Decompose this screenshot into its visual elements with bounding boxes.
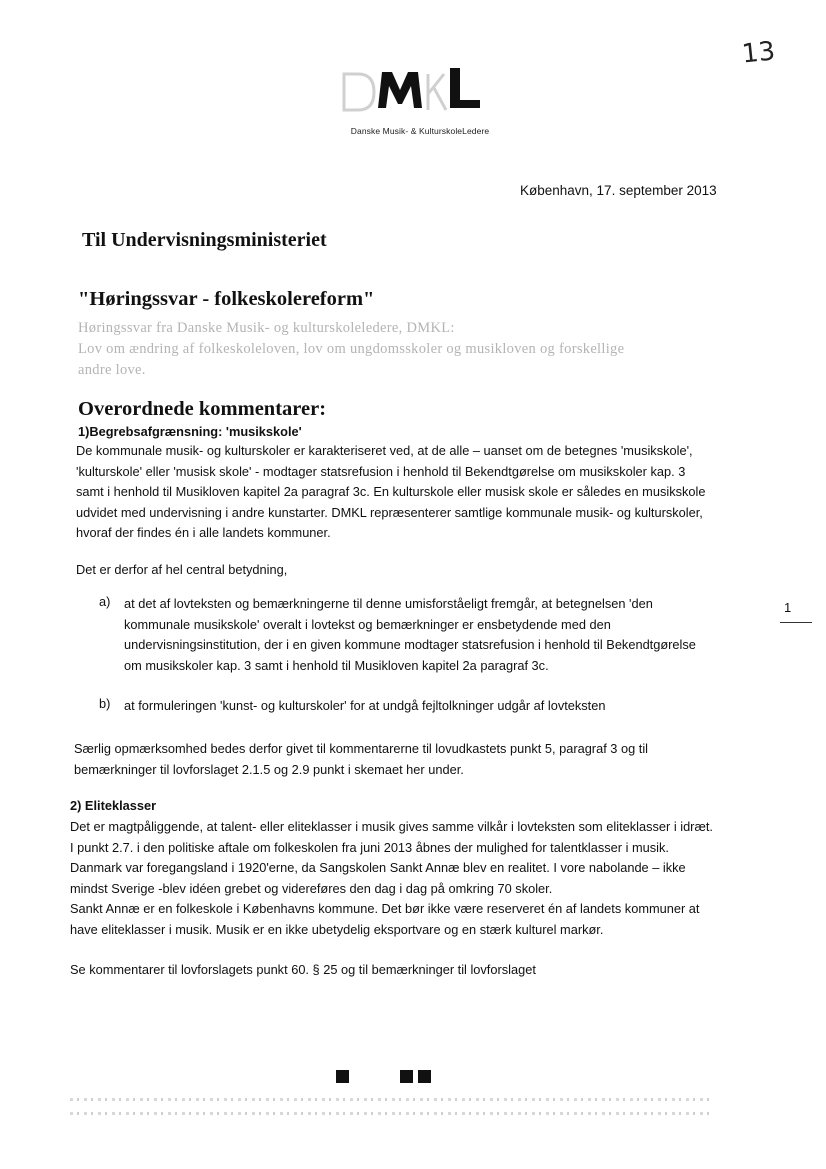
list-item-line: kommunale musikskole' overalt i lovtekst og bemærkninger er ensbetydende med den bbox=[124, 616, 611, 632]
paragraph-line: mindst Sverige -blev idéen grebet og videreføres den dag i dag på omkring 70 skoler. bbox=[70, 880, 553, 896]
footer-faded-line bbox=[70, 1112, 710, 1115]
list-item-a bbox=[124, 594, 764, 676]
paragraph-line: have eliteklasser i musik. Musik er en ikke ubetydelig eksportvare og en stærk kulturel markør. bbox=[70, 921, 604, 937]
handwritten-page-mark: 13 bbox=[740, 36, 777, 70]
section1-closing bbox=[74, 739, 774, 780]
list-item-b bbox=[124, 696, 764, 717]
paragraph-line: hvoraf der findes én i alle landets kommuner. bbox=[76, 525, 331, 540]
recipient-heading: Til Undervisningsministeriet bbox=[82, 229, 327, 251]
section2-closing: Se kommentarer til lovforslagets punkt 60. § 25 og til bemærkninger til lovforslaget bbox=[70, 962, 536, 977]
paragraph-line: Særlig opmærksomhed bedes derfor givet til kommentarerne til lovudkastets punkt 5, paragraf 3 og til bbox=[74, 741, 649, 756]
footer-square bbox=[400, 1070, 413, 1083]
footer-square bbox=[418, 1070, 431, 1083]
list-item-line: undervisningsinstitution, der i en given kommune modtager statsrefusion i henhold til Bekendtgørelse bbox=[124, 637, 696, 652]
margin-page-number: 1 bbox=[784, 600, 792, 615]
faded-subtitle-line: Lov om ændring af folkeskoleloven, lov om ungdomsskoler og musikloven og forskellige bbox=[78, 341, 625, 357]
paragraph-line: I punkt 2.7. i den politiske aftale om folkeskolen fra juni 2013 åbnes der mulighed for talentklasser i musik. bbox=[70, 839, 669, 855]
list-item-line: at det af lovteksten og bemærkningerne til denne umisforståeligt fremgår, at betegnelsen 'den bbox=[124, 596, 653, 611]
paragraph-line: De kommunale musik- og kulturskoler er karakteriseret ved, at de alle – uanset om de betegnes 'musikskole', bbox=[76, 443, 693, 458]
paragraph-line: samt i henhold til Musikloven kapitel 2a paragraf 3c. En kulturskole eller musisk skole er således en musikskole bbox=[76, 484, 706, 499]
paragraph-line: Danmark var foregangsland i 1920'erne, da Sangskolen Sankt Annæ blev en realitet. I vore nabolande – ikke bbox=[70, 860, 686, 875]
section1-heading: 1)Begrebsafgrænsning: 'musikskole' bbox=[78, 424, 302, 439]
section1-intro: Det er derfor af hel central betydning, bbox=[76, 562, 288, 577]
paragraph-line: Sankt Annæ er en folkeskole i Københavns kommune. Det bør ikke være reserveret én af landets kommuner at bbox=[70, 901, 700, 916]
list-item-line: om musikskoler kap. 3 samt i henhold til Musikloven kapitel 2a paragraf 3c. bbox=[124, 657, 549, 673]
faded-subtitle bbox=[78, 318, 768, 381]
paragraph-line: bemærkninger til lovforslaget 2.1.5 og 2.9 punkt i skemaet her under. bbox=[74, 761, 464, 777]
list-item-line: at formuleringen 'kunst- og kulturskoler' for at undgå fejltolkninger udgår af lovteksten bbox=[124, 698, 606, 713]
list-item-letter: a) bbox=[99, 594, 111, 609]
section2-heading: 2) Eliteklasser bbox=[70, 798, 157, 813]
document-title: "Høringssvar - folkeskolereform" bbox=[78, 288, 375, 310]
logo-subtitle: Danske Musik- & KulturskoleLedere bbox=[350, 126, 490, 136]
faded-subtitle-line: andre love. bbox=[78, 362, 146, 378]
paragraph-line: 'kulturskole' eller 'musisk skole' - modtager statsrefusion i henhold til Bekendtgørelse om musikskoler kap. 3 bbox=[76, 463, 686, 479]
margin-rule bbox=[780, 622, 812, 623]
date-line: København, 17. september 2013 bbox=[520, 183, 717, 198]
paragraph-line: udvidet med undervisning i andre kunstarter. DMKL repræsenterer samtlige kommunale musik- og kulturskoler, bbox=[76, 504, 703, 520]
list-item-letter: b) bbox=[99, 696, 111, 711]
footer-faded-line bbox=[70, 1098, 710, 1101]
section1-paragraph bbox=[76, 441, 796, 544]
footer-square bbox=[336, 1070, 349, 1083]
paragraph-line: Det er magtpåliggende, at talent- eller eliteklasser i musik gives samme vilkår i lovteksten som eliteklasser i idræt. bbox=[70, 819, 713, 834]
section2-paragraph bbox=[70, 817, 810, 940]
section-heading: Overordnede kommentarer: bbox=[78, 398, 327, 420]
faded-subtitle-line: Høringssvar fra Danske Musik- og kulturskoleledere, DMKL: bbox=[78, 320, 455, 336]
